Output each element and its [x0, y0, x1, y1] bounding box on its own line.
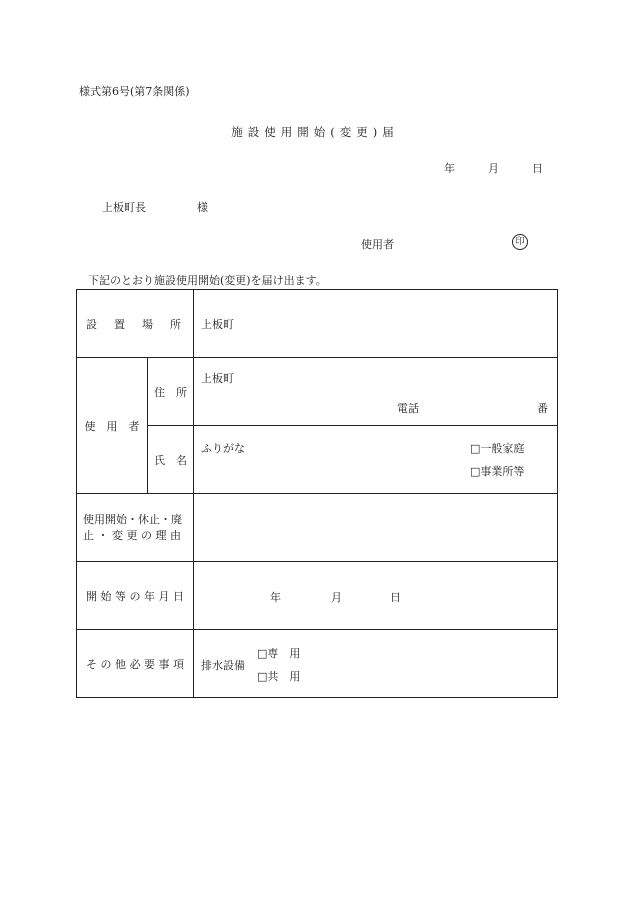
household-checkbox[interactable]: □一般家庭: [470, 442, 525, 455]
drainage-label: 排水設備: [201, 659, 245, 672]
reason-label-line1: 使用開始・休止・廃: [83, 512, 182, 526]
business-checkbox[interactable]: □事業所等: [470, 465, 525, 478]
exclusive-checkbox[interactable]: □専 用: [257, 647, 301, 660]
user-signature-label: 使用者: [361, 238, 394, 251]
address-label: 住 所: [148, 358, 194, 426]
user-label: 使 用 者: [77, 358, 148, 494]
other-cell[interactable]: [194, 630, 558, 698]
row-start-date: [77, 562, 558, 630]
furigana-label: ふりがな: [201, 442, 245, 455]
phone-suffix: 番: [537, 402, 548, 415]
row-other: [77, 630, 558, 698]
location-value: 上板町: [201, 317, 234, 331]
reason-label: [77, 494, 194, 562]
start-date-cell[interactable]: [194, 562, 558, 630]
row-reason: [77, 494, 558, 562]
location-value-cell[interactable]: [194, 290, 558, 358]
form-number: 様式第6号(第7条関係): [79, 85, 190, 98]
date-year: 年: [444, 162, 455, 175]
name-cell[interactable]: [194, 426, 558, 494]
other-label: そ の 他 必 要 事 項: [77, 630, 194, 698]
seal-mark: 印: [512, 234, 528, 250]
document-title: 施設使用開始(変更)届: [231, 125, 399, 139]
intro-text: 下記のとおり施設使用開始(変更)を届け出ます。: [88, 274, 327, 287]
start-date-day: 日: [390, 591, 401, 604]
date-month: 月: [488, 162, 499, 175]
location-label: 設 置 場 所: [77, 290, 194, 358]
reason-label-line2: 止 ・ 変 更 の 理 由: [83, 528, 181, 542]
recipient-suffix: 様: [197, 201, 208, 214]
start-date-label: 開 始 等 の 年 月 日: [77, 562, 194, 630]
start-date-year: 年: [270, 591, 281, 604]
date-line: [444, 160, 543, 176]
application-table: [76, 289, 558, 698]
shared-checkbox[interactable]: □共 用: [257, 670, 301, 683]
recipient: 上板町長: [102, 201, 146, 214]
row-location: [77, 290, 558, 358]
row-user-name: [77, 426, 558, 494]
address-cell[interactable]: [194, 358, 558, 426]
reason-value-cell[interactable]: [194, 494, 558, 562]
name-label: 氏 名: [148, 426, 194, 494]
phone-label: 電話: [397, 402, 419, 415]
row-user-address: [77, 358, 558, 426]
start-date-month: 月: [331, 591, 342, 604]
address-value: 上板町: [201, 372, 234, 385]
date-day: 日: [532, 162, 543, 175]
